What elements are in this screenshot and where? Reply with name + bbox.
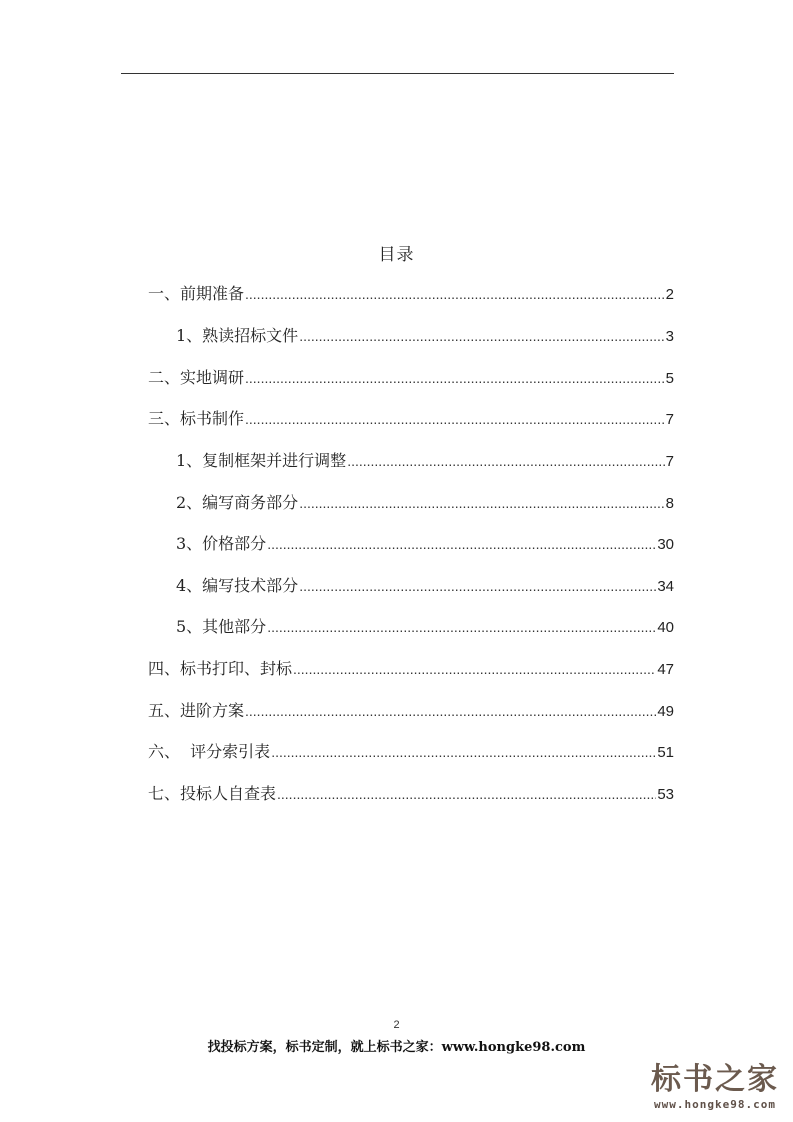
watermark-logo	[640, 1062, 790, 1112]
toc-leader-dots	[245, 405, 665, 433]
toc-entry[interactable]	[176, 322, 674, 350]
watermark-url: www.hongke98.com	[654, 1098, 776, 1111]
toc-leader-dots	[299, 572, 656, 600]
toc-leader-dots	[299, 489, 664, 517]
toc-entry[interactable]	[148, 697, 674, 725]
toc-entry-page: 2	[665, 286, 674, 303]
toc-entry[interactable]	[176, 530, 674, 558]
toc-leader-dots	[267, 530, 656, 558]
toc-leader-dots	[293, 655, 656, 683]
toc-entry-label: 五、进阶方案	[148, 701, 245, 720]
toc-leader-dots	[277, 780, 656, 808]
toc-entry[interactable]	[176, 447, 674, 475]
toc-entry[interactable]	[148, 405, 674, 433]
toc-entry-label: 六、 评分索引表	[148, 742, 271, 761]
toc-leader-dots	[245, 697, 656, 725]
toc-entry[interactable]	[148, 655, 674, 683]
toc-entry-page: 8	[665, 495, 674, 512]
toc-entry-page: 51	[657, 744, 674, 761]
toc-entry-label: 一、前期准备	[148, 284, 245, 303]
toc-entry-label: 七、投标人自查表	[148, 784, 277, 803]
toc-entry-page: 5	[665, 370, 674, 387]
toc-entry-page: 7	[665, 411, 674, 428]
toc-entry[interactable]	[176, 489, 674, 517]
toc-title: 目录	[378, 245, 415, 265]
toc-entry-label: 1、熟读招标文件	[176, 326, 299, 345]
toc-leader-dots	[299, 322, 664, 350]
watermark-title: 标书之家	[651, 1062, 779, 1097]
page-number: 2	[393, 1019, 400, 1031]
toc-entry-page: 49	[657, 703, 674, 720]
toc-entry-label: 二、实地调研	[148, 368, 245, 387]
toc-leader-dots	[245, 364, 665, 392]
footer-text: 找投标方案，标书定制，就上标书之家：www.hongke98.com	[207, 1040, 586, 1055]
toc-entry-label: 三、标书制作	[148, 409, 245, 428]
toc-entry-label: 1、复制框架并进行调整	[176, 451, 347, 470]
toc-entry-label: 2、编写商务部分	[176, 493, 299, 512]
toc-leader-dots	[267, 613, 656, 641]
toc-entry[interactable]	[176, 572, 674, 600]
toc-entry-label: 5、其他部分	[176, 617, 267, 636]
toc-entry-page: 47	[657, 661, 674, 678]
toc-entry-page: 7	[665, 453, 674, 470]
toc-entry-page: 53	[657, 786, 674, 803]
toc-leader-dots	[245, 280, 665, 308]
toc-leader-dots	[347, 447, 664, 475]
header-rule	[121, 73, 674, 74]
toc-leader-dots	[271, 738, 656, 766]
toc-entry-page: 40	[657, 619, 674, 636]
toc-entry-label: 4、编写技术部分	[176, 576, 299, 595]
toc-entry[interactable]	[148, 280, 674, 308]
toc-entry-page: 3	[665, 328, 674, 345]
toc-entry-label: 四、标书打印、封标	[148, 659, 293, 678]
toc-entry[interactable]	[176, 613, 674, 641]
toc-entry[interactable]	[148, 738, 674, 766]
toc-entry[interactable]	[148, 780, 674, 808]
toc-entry-page: 34	[657, 578, 674, 595]
toc-entry-page: 30	[657, 536, 674, 553]
toc-entry-label: 3、价格部分	[176, 534, 267, 553]
toc-entry[interactable]	[148, 364, 674, 392]
